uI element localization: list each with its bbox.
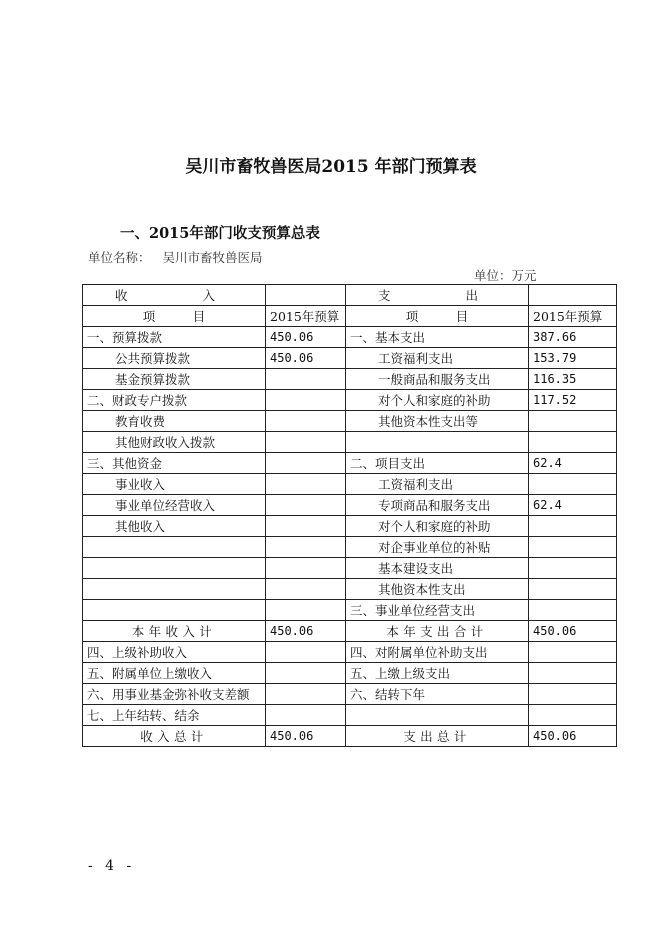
income-item-cell: 教育收费: [83, 411, 266, 432]
table-row: [83, 474, 617, 495]
table-row: [83, 369, 617, 390]
income-item-cell: [83, 600, 266, 621]
income-item-cell: 六、用事业基金弥补收支差额: [83, 684, 266, 705]
income-item-header: 项 目: [83, 306, 266, 327]
table-row: [83, 642, 617, 663]
income-budget-header: 2015年预算: [266, 306, 346, 327]
income-budget-cell: [266, 369, 346, 390]
income-budget-cell: [266, 474, 346, 495]
expense-item-cell: 五、上缴上级支出: [346, 663, 529, 684]
expense-item-cell: 四、对附属单位补助支出: [346, 642, 529, 663]
table-row: [83, 705, 617, 726]
expense-item-cell: 三、事业单位经营支出: [346, 600, 529, 621]
expense-budget-cell: [529, 579, 617, 600]
income-budget-cell: 450.06: [266, 621, 346, 642]
income-budget-cell: [266, 558, 346, 579]
table-row: [83, 558, 617, 579]
expense-budget-cell: [529, 600, 617, 621]
income-budget-cell: [266, 600, 346, 621]
table-row: [83, 516, 617, 537]
expense-budget-cell: 387.66: [529, 327, 617, 348]
expense-budget-cell: [529, 684, 617, 705]
table-row: [83, 537, 617, 558]
expense-budget-cell: [529, 432, 617, 453]
income-item-cell: 五、附属单位上缴收入: [83, 663, 266, 684]
expense-item-cell: 一、基本支出: [346, 327, 529, 348]
expense-budget-cell: [529, 474, 617, 495]
unit-name-line: [88, 248, 263, 266]
income-budget-cell: [266, 684, 346, 705]
income-item-cell: 三、其他资金: [83, 453, 266, 474]
expense-item-cell: 对个人和家庭的补助: [346, 390, 529, 411]
income-item-cell: 基金预算拨款: [83, 369, 266, 390]
table-row: [83, 432, 617, 453]
expense-item-cell: 六、结转下年: [346, 684, 529, 705]
table-row: [83, 684, 617, 705]
income-budget-cell: [266, 495, 346, 516]
table-row: [83, 453, 617, 474]
income-item-cell: 其他财政收入拨款: [83, 432, 266, 453]
table-row: [83, 726, 617, 747]
income-budget-cell: [266, 663, 346, 684]
income-budget-cell: 450.06: [266, 726, 346, 747]
expense-budget-cell: 62.4: [529, 495, 617, 516]
table-row: [83, 663, 617, 684]
income-item-cell: 公共预算拨款: [83, 348, 266, 369]
income-item-cell: [83, 579, 266, 600]
income-item-cell: [83, 558, 266, 579]
table-row: [83, 390, 617, 411]
expense-item-cell: 支出总计: [346, 726, 529, 747]
expense-item-cell: 本年支出合计: [346, 621, 529, 642]
table-row: [83, 348, 617, 369]
income-item-cell: [83, 537, 266, 558]
expense-budget-cell: 62.4: [529, 453, 617, 474]
expense-budget-cell: [529, 663, 617, 684]
expense-item-cell: 一般商品和服务支出: [346, 369, 529, 390]
column-header-row: [83, 306, 617, 327]
expense-item-cell: 其他资本性支出: [346, 579, 529, 600]
expense-budget-cell: 153.79: [529, 348, 617, 369]
unit-name: 吴川市畜牧兽医局: [162, 250, 263, 265]
expense-item-cell: [346, 432, 529, 453]
income-budget-cell: 450.06: [266, 327, 346, 348]
expense-item-cell: 其他资本性支出等: [346, 411, 529, 432]
table-row: [83, 621, 617, 642]
expense-budget-cell: [529, 705, 617, 726]
income-item-cell: 事业单位经营收入: [83, 495, 266, 516]
expense-budget-cell: 450.06: [529, 726, 617, 747]
expense-item-cell: 工资福利支出: [346, 348, 529, 369]
expense-budget-cell: 450.06: [529, 621, 617, 642]
expense-budget-header: 2015年预算: [529, 306, 617, 327]
expense-budget-cell: [529, 516, 617, 537]
income-budget-cell: [266, 432, 346, 453]
income-budget-cell: [266, 453, 346, 474]
income-item-cell: 二、财政专户拨款: [83, 390, 266, 411]
income-item-cell: 四、上级补助收入: [83, 642, 266, 663]
income-budget-cell: [266, 642, 346, 663]
income-budget-cell: [266, 705, 346, 726]
income-item-cell: 事业收入: [83, 474, 266, 495]
expense-budget-cell: 117.52: [529, 390, 617, 411]
group-header-row: [83, 285, 617, 306]
income-item-cell: 收入总计: [83, 726, 266, 747]
expense-header: 支 出: [346, 285, 529, 306]
expense-budget-cell: [529, 411, 617, 432]
empty-cell: [266, 285, 346, 306]
income-item-cell: 七、上年结转、结余: [83, 705, 266, 726]
table-row: [83, 579, 617, 600]
income-budget-cell: [266, 579, 346, 600]
page-number: - 4 -: [88, 858, 136, 874]
income-budget-cell: [266, 411, 346, 432]
table-row: [83, 411, 617, 432]
expense-item-cell: [346, 705, 529, 726]
expense-budget-cell: [529, 537, 617, 558]
expense-budget-cell: 116.35: [529, 369, 617, 390]
expense-item-cell: 对个人和家庭的补助: [346, 516, 529, 537]
income-budget-cell: [266, 516, 346, 537]
expense-item-cell: 二、项目支出: [346, 453, 529, 474]
currency-unit: 单位：万元: [474, 268, 537, 283]
expense-item-header: 项 目: [346, 306, 529, 327]
expense-item-cell: 专项商品和服务支出: [346, 495, 529, 516]
budget-summary-table: [82, 284, 617, 747]
income-item-cell: 本年收入计: [83, 621, 266, 642]
expense-budget-cell: [529, 558, 617, 579]
expense-item-cell: 对企事业单位的补贴: [346, 537, 529, 558]
document-title: 吴川市畜牧兽医局2015 年部门预算表: [185, 157, 477, 177]
table-row: [83, 327, 617, 348]
table-row: [83, 600, 617, 621]
expense-budget-cell: [529, 642, 617, 663]
empty-cell: [529, 285, 617, 306]
income-budget-cell: [266, 390, 346, 411]
income-header: 收 入: [83, 285, 266, 306]
section-title: 一、2015年部门收支预算总表: [120, 225, 320, 242]
table-row: [83, 495, 617, 516]
unit-name-label: 单位名称：: [88, 250, 151, 265]
income-item-cell: 一、预算拨款: [83, 327, 266, 348]
income-budget-cell: 450.06: [266, 348, 346, 369]
expense-item-cell: 基本建设支出: [346, 558, 529, 579]
income-budget-cell: [266, 537, 346, 558]
expense-item-cell: 工资福利支出: [346, 474, 529, 495]
income-item-cell: 其他收入: [83, 516, 266, 537]
